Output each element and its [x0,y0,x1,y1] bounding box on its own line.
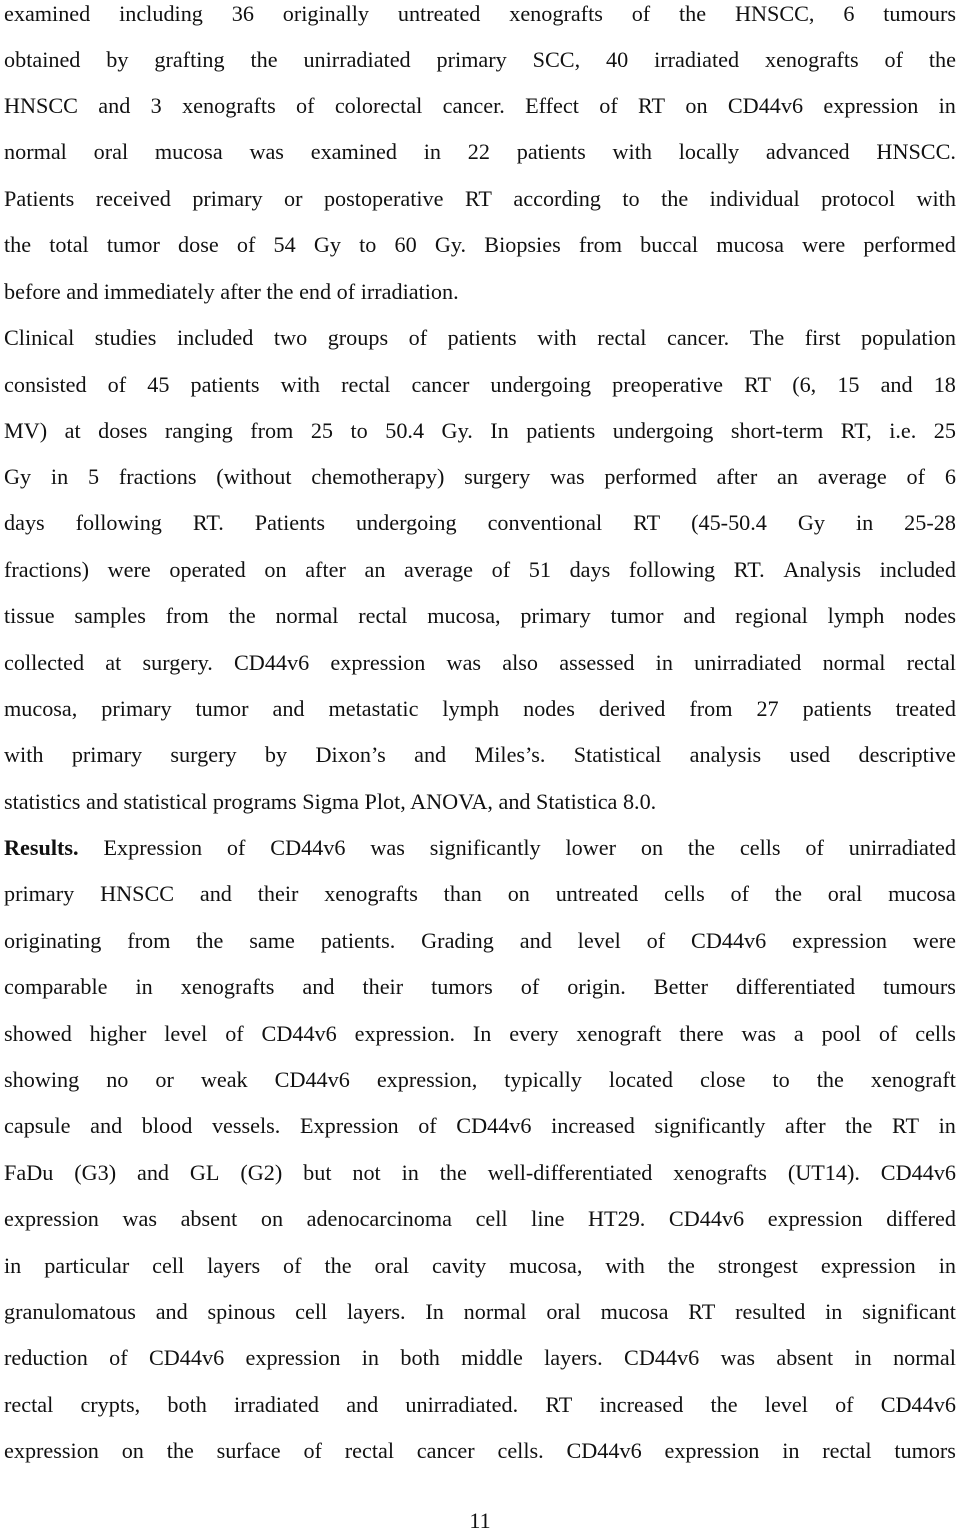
text-line: in particular cell layers of the oral cavity mucosa, with the strongest expression in [4,1253,956,1278]
text-line: days following RT. Patients undergoing conventional RT (45-50.4 Gy in 25-28 [4,510,956,535]
text-line: showed higher level of CD44v6 expression. In every xenograft there was a pool of cells [4,1021,956,1046]
text-line: before and immediately after the end of irradiation. [4,279,459,304]
text-line: expression on the surface of rectal cancer cells. CD44v6 expression in rectal tumors [4,1438,956,1463]
text-line: collected at surgery. CD44v6 expression was also assessed in unirradiated normal rectal [4,650,956,675]
text-line: Clinical studies included two groups of patients with rectal cancer. The first population [4,325,956,350]
text-line: tissue samples from the normal rectal mucosa, primary tumor and regional lymph nodes [4,603,956,628]
text-line: HNSCC and 3 xenografts of colorectal cancer. Effect of RT on CD44v6 expression in [4,93,956,118]
text-line: comparable in xenografts and their tumors of origin. Better differentiated tumours [4,974,956,999]
text-line: primary HNSCC and their xenografts than on untreated cells of the oral mucosa [4,881,956,906]
text-line: granulomatous and spinous cell layers. In normal oral mucosa RT resulted in significant [4,1299,956,1324]
text-line: the total tumor dose of 54 Gy to 60 Gy. Biopsies from buccal mucosa were performed [4,232,956,257]
text-line: statistics and statistical programs Sigma Plot, ANOVA, and Statistica 8.0. [4,789,657,814]
text-line: Patients received primary or postoperative RT according to the individual protocol with [4,186,956,211]
text-line: consisted of 45 patients with rectal cancer undergoing preoperative RT (6, 15 and 18 [4,372,956,397]
text-line: expression was absent on adenocarcinoma cell line HT29. CD44v6 expression differed [4,1206,956,1231]
text-line: FaDu (G3) and GL (G2) but not in the well-differentiated xenografts (UT14). CD44v6 [4,1160,956,1185]
text-line: fractions) were operated on after an average of 51 days following RT. Analysis included [4,557,956,582]
text-line: capsule and blood vessels. Expression of CD44v6 increased significantly after the RT in [4,1113,956,1138]
text-line: originating from the same patients. Grading and level of CD44v6 expression were [4,928,956,953]
text-line: Gy in 5 fractions (without chemotherapy) surgery was performed after an average of 6 [4,464,956,489]
text-line: showing no or weak CD44v6 expression, typically located close to the xenograft [4,1067,956,1092]
text-line: normal oral mucosa was examined in 22 patients with locally advanced HNSCC. [4,139,956,164]
text-line: examined including 36 originally untreated xenografts of the HNSCC, 6 tumours [4,1,956,26]
page-number: 11 [469,1508,491,1533]
text-line: obtained by grafting the unirradiated primary SCC, 40 irradiated xenografts of the [4,47,956,72]
text-line: mucosa, primary tumor and metastatic lymph nodes derived from 27 patients treated [4,696,956,721]
text-line: reduction of CD44v6 expression in both middle layers. CD44v6 was absent in normal [4,1345,956,1370]
text-line: Results. Expression of CD44v6 was significantly lower on the cells of unirradiated [4,835,956,860]
text-line: with primary surgery by Dixon’s and Miles’s. Statistical analysis used descriptive [4,742,956,767]
text-line: rectal crypts, both irradiated and unirradiated. RT increased the level of CD44v6 [4,1392,956,1417]
text-line: MV) at doses ranging from 25 to 50.4 Gy. In patients undergoing short-term RT, i.e. 25 [4,418,956,443]
